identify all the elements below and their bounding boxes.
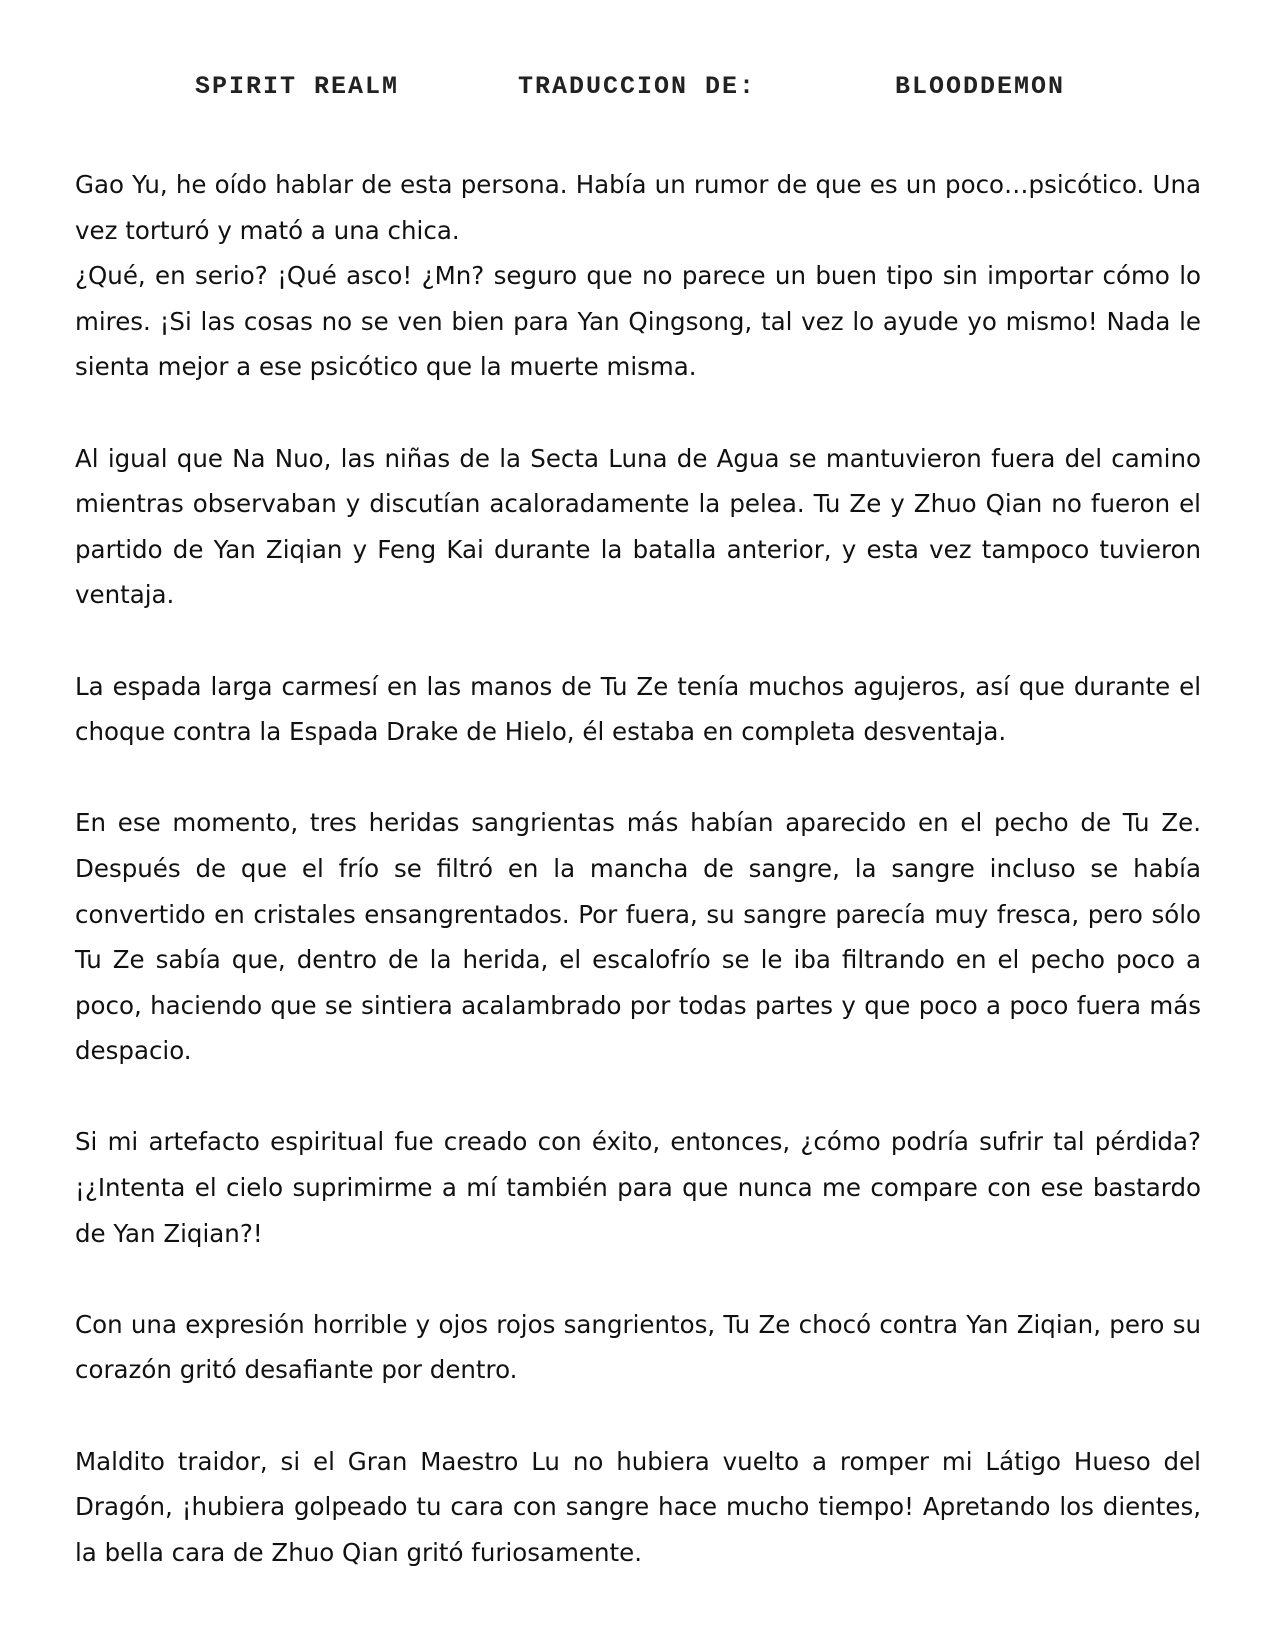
paragraph: Maldito traidor, si el Gran Maestro Lu no hubiera vuelto a romper mi Látigo Hueso del Dragón, ¡hubiera golpeado tu cara con sangre hace mucho tiempo! Apretando los dientes, la bella cara de Zhuo Qian gritó furiosamente.: [75, 1446, 1201, 1567]
paragraph: ¿Qué, en serio? ¡Qué asco! ¿Mn? seguro que no parece un buen tipo sin importar cómo lo mires. ¡Si las cosas no se ven bien para Yan Qingsong, tal vez lo ayude yo mismo! Nada le sienta mejor a ese psicótico que la muerte misma.: [75, 261, 1201, 382]
paragraph: En ese momento, tres heridas sangrientas más habían aparecido en el pecho de Tu Ze. Después de que el frío se filtró en la mancha de sangre, la sangre incluso se había convertido en cristales ensangrentados. Por fuera, su sangre parecía muy fresca, pero sólo Tu Ze sabía que, dentro de la herida, el escalofrío se le iba filtrando en el pecho poco a poco, haciendo que se sintiera acalambrado por todas partes y que poco a poco fuera más despacio.: [75, 808, 1201, 1066]
header-title: SPIRIT REALM: [195, 72, 400, 101]
document-body: [75, 162, 1201, 1621]
paragraph: La espada larga carmesí en las manos de Tu Ze tenía muchos agujeros, así que durante el choque contra la Espada Drake de Hielo, él estaba en completa desventaja.: [75, 671, 1201, 747]
paragraph: Gao Yu, he oído hablar de esta persona. Había un rumor de que es un poco…psicótico. Una vez torturó y mató a una chica.: [75, 170, 1201, 245]
header-translator: BLOODDEMON: [895, 72, 1066, 101]
paragraph: Al igual que Na Nuo, las niñas de la Secta Luna de Agua se mantuvieron fuera del camino mientras observaban y discutían acaloradamente la pelea. Tu Ze y Zhuo Qian no fueron el partido de Yan Ziqian y Feng Kai durante la batalla anterior, y esta vez tampoco tuvieron ventaja.: [75, 443, 1201, 610]
header-translation-label: TRADUCCION DE:: [518, 72, 757, 101]
paragraph: Si mi artefacto espiritual fue creado con éxito, entonces, ¿cómo podría sufrir tal pérdida? ¡¿Intenta el cielo suprimirme a mí también para que nunca me compare con ese bastardo de Yan Ziqian?!: [75, 1127, 1201, 1248]
paragraph: Con una expresión horrible y ojos rojos sangrientos, Tu Ze chocó contra Yan Ziqian, pero su corazón gritó desafiante por dentro.: [75, 1309, 1201, 1385]
page-header: [0, 72, 1275, 112]
